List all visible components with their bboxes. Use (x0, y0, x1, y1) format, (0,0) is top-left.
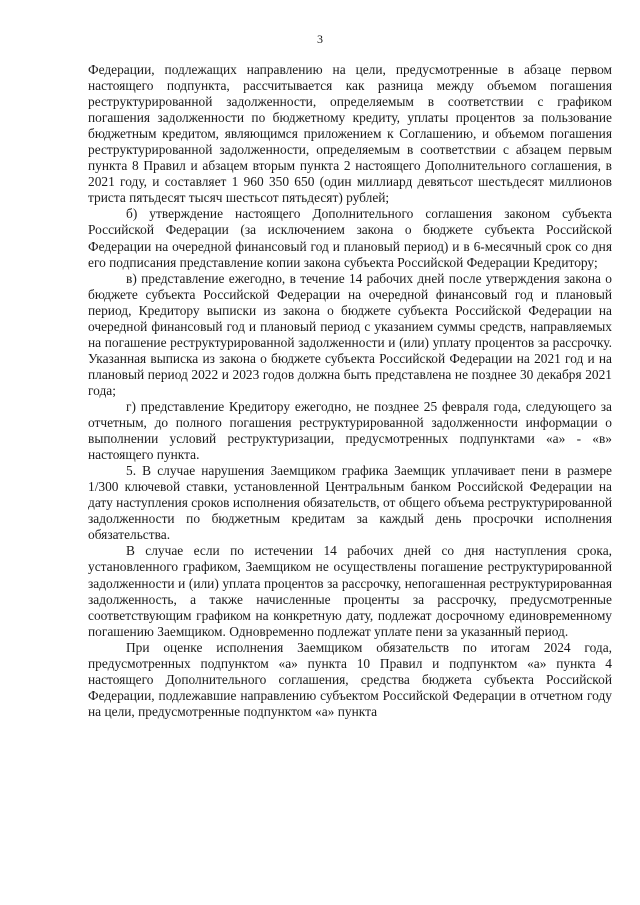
paragraph-clause-5: 5. В случае нарушения Заемщиком графика Заемщик уплачивает пени в размере 1/300 ключевой ставки, установленной Центральным банком Российской Федерации на дату наступления сроков исполнения обязательств, от общего объема реструктурированной задолженности по бюджетным кредитам за каждый день просрочки исполнения обязательства. (88, 463, 612, 543)
paragraph-item-g: г) представление Кредитору ежегодно, не позднее 25 февраля года, следующего за отчетным, до полного погашения реструктурированной задолженности информации о выполнении условий реструктуризации, предусмотренных подпунктами «а» - «в» настоящего пункта. (88, 398, 612, 463)
document-body (88, 62, 612, 720)
paragraph-continuation: Федерации, подлежащих направлению на цели, предусмотренные в абзаце первом настоящего подпункта, рассчитывается как разница между объемом погашения реструктурированной задолженности, определяемым в соответствии с графиком погашения задолженности по бюджетному кредиту, уплаты процентов за пользование бюджетным кредитом, являющимся приложением к Соглашению, и объемом погашения реструктурированной задолженности, определяемым в соответствии с абзацем первым пункта 8 Правил и абзацем вторым пункта 2 настоящего Дополнительного соглашения, в 2021 году, и составляет 1 960 350 650 (один миллиард девятьсот шестьдесят миллионов триста пятьдесят тысяч шестьсот пятьдесят) рублей; (88, 62, 612, 206)
paragraph-item-v: в) представление ежегодно, в течение 14 рабочих дней после утверждения закона о бюджете субъекта Российской Федерации на очередной финансовый год и плановый период, Кредитору выписки из закона о бюджете субъекта Российской Федерации на очередной финансовый год и плановый период с указанием суммы средств, направляемых на погашение реструктурированной задолженности и (или) уплату процентов за рассрочку. Указанная выписка из закона о бюджете субъекта Российской Федерации на 2021 год и на плановый период 2022 и 2023 годов должна быть представлена не позднее 30 декабря 2021 года; (88, 270, 612, 398)
paragraph-assessment: При оценке исполнения Заемщиком обязательств по итогам 2024 года, предусмотренных подпунктом «а» пункта 10 Правил и подпунктом «а» пункта 4 настоящего Дополнительного соглашения, средства бюджета субъекта Российской Федерации, подлежавшие направлению субъектом Российской Федерации в отчетном году на цели, предусмотренные подпунктом «а» пункта (88, 639, 612, 719)
paragraph-item-b: б) утверждение настоящего Дополнительного соглашения законом субъекта Российской Федерации (за исключением закона о бюджете субъекта Российской Федерации на очередной финансовый год и плановый период) и в 6-месячный срок со дня его подписания представление копии закона субъекта Российской Федерации Кредитору; (88, 206, 612, 270)
paragraph-overdue: В случае если по истечении 14 рабочих дней со дня наступления срока, установленного графиком, Заемщиком не осуществлены погашение реструктурированной задолженности и (или) уплата процентов за рассрочку, непогашенная реструктурированная задолженность, а также начисленные проценты за рассрочку, предусмотренные соответствующим графиком на конкретную дату, подлежат досрочному единовременному погашению Заемщиком. Одновременно подлежат уплате пени за указанный период. (88, 543, 612, 639)
page-number: 3 (317, 32, 323, 46)
